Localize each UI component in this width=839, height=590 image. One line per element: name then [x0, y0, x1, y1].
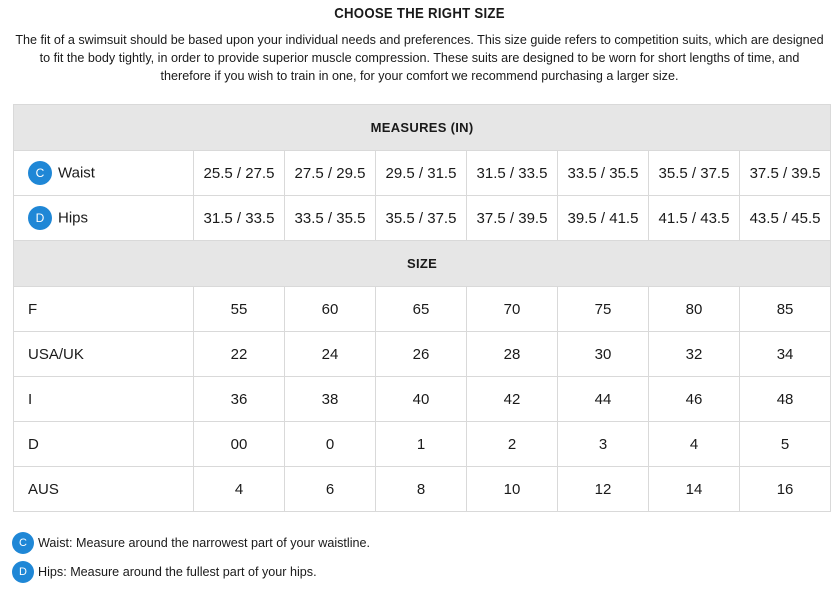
size-value: 28 — [467, 332, 558, 377]
size-value: 75 — [558, 287, 649, 332]
size-value: 30 — [558, 332, 649, 377]
intro-text: The fit of a swimsuit should be based upon your individual needs and preferences. This size guide refers to competition suits, which are designed to fit the body tightly, in order to provide superior muscle compression. These suits are designed to be worn for short lengths of time, and therefore if you wish to train in one, for your comfort we recommend purchasing a larger size. — [15, 33, 824, 83]
page-title: CHOOSE THE RIGHT SIZE — [334, 5, 505, 22]
size-value: 2 — [467, 422, 558, 467]
note-item — [12, 528, 370, 557]
size-value: 32 — [649, 332, 740, 377]
size-value: 42 — [467, 377, 558, 422]
size-system-label: I — [14, 377, 194, 422]
note-badge: D — [12, 561, 34, 583]
size-system-label: F — [14, 287, 194, 332]
size-value: 36 — [194, 377, 285, 422]
note-text: Waist: Measure around the narrowest part of your waistline. — [38, 535, 371, 550]
measure-row-hips — [14, 196, 831, 241]
measure-value: 25.5 / 27.5 — [194, 151, 285, 196]
size-value: 3 — [558, 422, 649, 467]
size-row — [14, 377, 831, 422]
size-value: 60 — [285, 287, 376, 332]
size-value: 46 — [649, 377, 740, 422]
size-value: 34 — [740, 332, 831, 377]
size-row — [14, 422, 831, 467]
size-value: 8 — [376, 467, 467, 512]
size-value: 10 — [467, 467, 558, 512]
measure-badge: C — [28, 161, 52, 185]
size-value: 5 — [740, 422, 831, 467]
measure-row-waist — [14, 151, 831, 196]
measure-label: Hips — [58, 209, 89, 227]
measure-value: 37.5 / 39.5 — [467, 196, 558, 241]
note-item — [12, 557, 370, 586]
size-value: 65 — [376, 287, 467, 332]
size-value: 4 — [649, 422, 740, 467]
size-value: 55 — [194, 287, 285, 332]
size-value: 6 — [285, 467, 376, 512]
size-value: 16 — [740, 467, 831, 512]
measure-value: 41.5 / 43.5 — [649, 196, 740, 241]
measures-header: MEASURES (IN) — [14, 105, 831, 151]
measure-value: 39.5 / 41.5 — [558, 196, 649, 241]
measures-header-row — [14, 105, 831, 151]
measure-label-cell — [14, 196, 194, 241]
size-header: SIZE — [14, 241, 831, 287]
size-header-row — [14, 241, 831, 287]
size-value: 40 — [376, 377, 467, 422]
measure-label: Waist — [58, 164, 95, 182]
measure-badge: D — [28, 206, 52, 230]
measure-value: 33.5 / 35.5 — [285, 196, 376, 241]
measure-value: 37.5 / 39.5 — [740, 151, 831, 196]
size-value: 26 — [376, 332, 467, 377]
measure-value: 33.5 / 35.5 — [558, 151, 649, 196]
size-value: 44 — [558, 377, 649, 422]
size-value: 12 — [558, 467, 649, 512]
size-row — [14, 287, 831, 332]
size-system-label: USA/UK — [14, 332, 194, 377]
measure-value: 31.5 / 33.5 — [194, 196, 285, 241]
size-table — [13, 104, 831, 512]
size-value: 00 — [194, 422, 285, 467]
note-badge: C — [12, 532, 34, 554]
measure-value: 29.5 / 31.5 — [376, 151, 467, 196]
size-value: 48 — [740, 377, 831, 422]
size-value: 24 — [285, 332, 376, 377]
measure-value: 31.5 / 33.5 — [467, 151, 558, 196]
measure-value: 35.5 / 37.5 — [649, 151, 740, 196]
size-value: 0 — [285, 422, 376, 467]
size-row — [14, 332, 831, 377]
measure-label-cell — [14, 151, 194, 196]
size-value: 80 — [649, 287, 740, 332]
size-value: 70 — [467, 287, 558, 332]
measure-value: 43.5 / 45.5 — [740, 196, 831, 241]
size-value: 14 — [649, 467, 740, 512]
size-value: 38 — [285, 377, 376, 422]
note-text: Hips: Measure around the fullest part of your hips. — [38, 564, 317, 579]
size-system-label: D — [14, 422, 194, 467]
size-value: 22 — [194, 332, 285, 377]
measurement-notes — [12, 528, 370, 586]
size-value: 85 — [740, 287, 831, 332]
measure-value: 27.5 / 29.5 — [285, 151, 376, 196]
size-row — [14, 467, 831, 512]
measure-value: 35.5 / 37.5 — [376, 196, 467, 241]
size-value: 1 — [376, 422, 467, 467]
size-value: 4 — [194, 467, 285, 512]
size-system-label: AUS — [14, 467, 194, 512]
